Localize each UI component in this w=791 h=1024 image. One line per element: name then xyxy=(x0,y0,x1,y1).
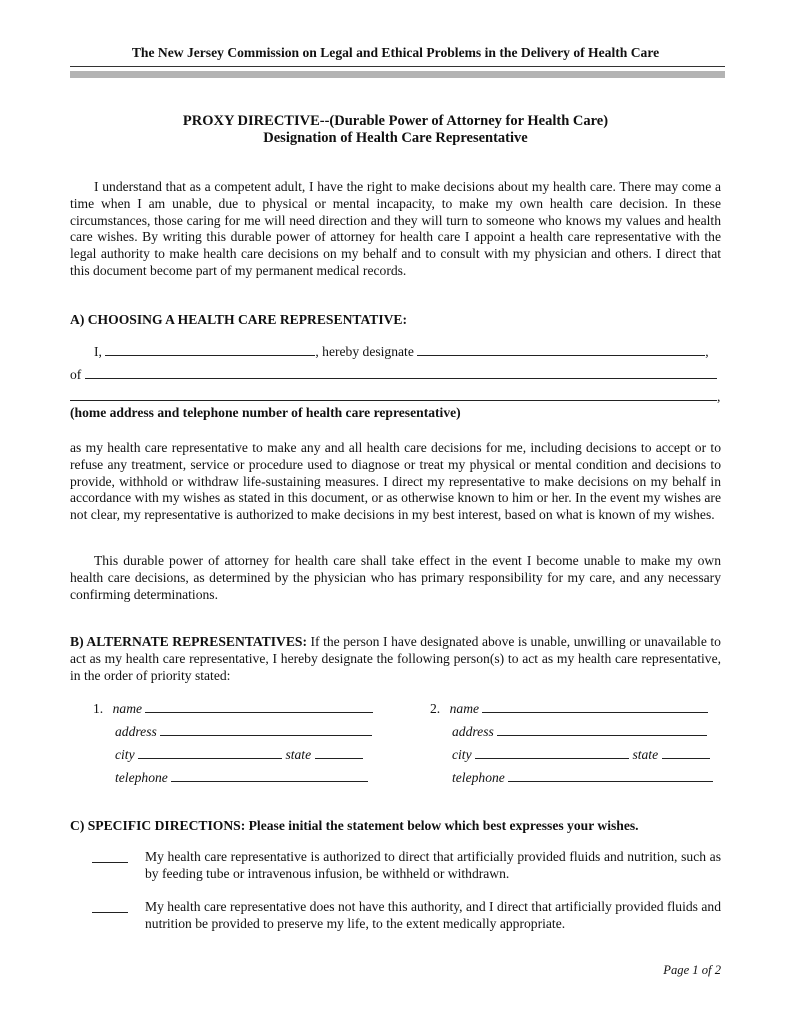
alternate-2-name-field[interactable] xyxy=(482,700,708,713)
alternate-1-city-field[interactable] xyxy=(138,746,282,759)
section-b-heading: B) ALTERNATE REPRESENTATIVES: xyxy=(70,634,307,649)
commission-header: The New Jersey Commission on Legal and Ethical Problems in the Delivery of Health Care xyxy=(131,45,660,60)
section-b-text: If the person I have designated above is unable, unwilling or unavailable to act as my health care representative, I hereby designate the following person(s) to act as my health care representative, in the order of priority stated: xyxy=(70,634,721,683)
option-2-text: My health care representative does not have this authority, and I direct that artificially provided fluids and nutrition be provided to preserve my life, to the extent medically appropriate. xyxy=(145,899,721,931)
alternate-1-telephone-field[interactable] xyxy=(171,769,368,782)
telephone-label: telephone xyxy=(115,770,168,785)
name-label: name xyxy=(112,701,143,716)
option-1-initials-field[interactable] xyxy=(92,862,128,863)
alternate-2-address-field[interactable] xyxy=(497,723,707,736)
section-c-heading: C) SPECIFIC DIRECTIONS: Please initial the statement below which best expresses your wishes. xyxy=(70,818,639,833)
address-label: address xyxy=(452,724,494,739)
state-label: state xyxy=(285,747,312,762)
page-number: Page 1 of 2 xyxy=(663,963,721,977)
alternate-2 xyxy=(430,700,730,792)
address-label: address xyxy=(115,724,157,739)
of-line xyxy=(70,366,717,383)
alternate-1-state-field[interactable] xyxy=(315,746,363,759)
document-title: PROXY DIRECTIVE--(Durable Power of Attorney for Health Care) xyxy=(182,113,609,129)
city-label: city xyxy=(115,747,135,762)
effect-paragraph: This durable power of attorney for health care shall take effect in the event I become unable to make my own health care decisions, as determined by the physician who has primary responsibility for my care, and any necessary confirming determinations. xyxy=(70,553,721,602)
alternate-2-telephone-field[interactable] xyxy=(508,769,713,782)
alternate-1-address-field[interactable] xyxy=(160,723,372,736)
authority-paragraph: as my health care representative to make any and all health care decisions for me, including decisions to accept or to refuse any treatment, service or procedure used to diagnose or treat my physical or mental condition and decisions to provide, withhold or withdraw life-sustaining measures. I direct my representative to make decisions on my behalf in accordance with my wishes as stated in this document, or as otherwise known to him or her. In the event my wishes are not clear, my representative is authorized to make decisions in my best interest, based on what is known of my wishes. xyxy=(70,440,721,523)
city-label: city xyxy=(452,747,472,762)
alternate-2-state-field[interactable] xyxy=(662,746,710,759)
address-caption: (home address and telephone number of health care representative) xyxy=(70,405,461,420)
designation-line xyxy=(94,343,726,360)
header-rule xyxy=(70,66,725,67)
alternate-1 xyxy=(93,700,393,792)
alternate-1-name-field[interactable] xyxy=(145,700,373,713)
address-line-1-field[interactable] xyxy=(85,366,717,379)
representative-name-field[interactable] xyxy=(417,343,705,356)
address-line-2 xyxy=(70,388,720,405)
state-label: state xyxy=(632,747,659,762)
alternate-number: 2. xyxy=(430,701,441,716)
alternate-number: 1. xyxy=(93,701,104,716)
of-label: of xyxy=(70,367,82,382)
name-label: name xyxy=(449,701,480,716)
section-a-heading: A) CHOOSING A HEALTH CARE REPRESENTATIVE: xyxy=(70,312,408,327)
intro-paragraph: I understand that as a competent adult, I have the right to make decisions about my health care. There may come a time when I am unable, due to physical or mental incapacity, to make my own health care decision. In these circumstances, those caring for me will need direction and they will turn to someone who knows my values and health care wishes. By writing this durable power of attorney for health care I appoint a health care representative with the legal authority to make health care decisions on my behalf and to consult with my physician and others. I direct that this document become part of my permanent medical records. xyxy=(70,179,721,278)
section-b-block xyxy=(70,634,721,684)
comma: , xyxy=(717,389,721,404)
designate-label: , hereby designate xyxy=(315,344,414,359)
telephone-label: telephone xyxy=(452,770,505,785)
i-label: I, xyxy=(94,344,102,359)
alternate-2-city-field[interactable] xyxy=(475,746,629,759)
option-1-text: My health care representative is authorized to direct that artificially provided fluids and nutrition, such as by feeding tube or intravenous infusion, be withheld or withdrawn. xyxy=(145,849,721,881)
address-line-2-field[interactable] xyxy=(70,388,717,401)
document-subtitle: Designation of Health Care Representative xyxy=(263,130,528,146)
comma: , xyxy=(705,344,709,359)
option-2-initials-field[interactable] xyxy=(92,912,128,913)
principal-name-field[interactable] xyxy=(105,343,315,356)
header-gray-bar xyxy=(70,71,725,78)
